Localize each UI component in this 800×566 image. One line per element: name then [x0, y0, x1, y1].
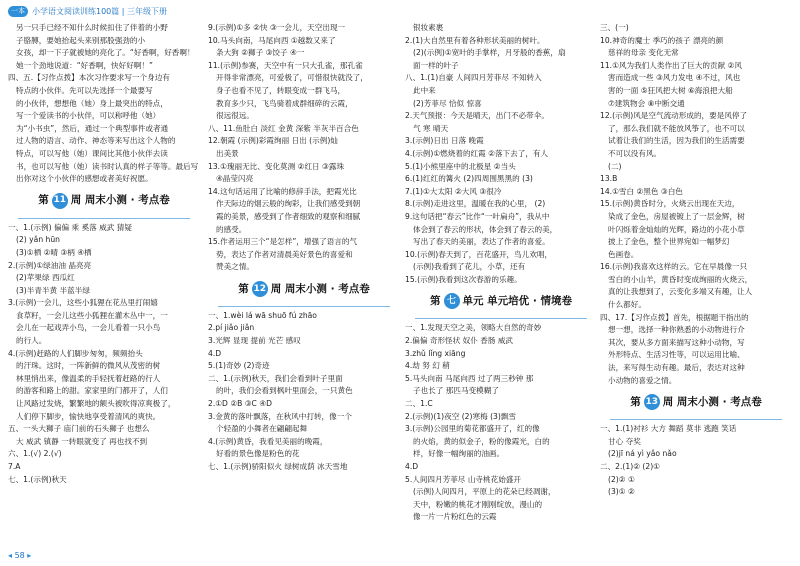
answer-line: 一、1.wèi lá wā shuō fú zhāo — [208, 310, 317, 320]
section-title: 周 周末小测 · 考点卷 — [270, 282, 370, 295]
answer-line: 3.(示例)一会儿，这些小狐狸在花丛里打闹嬉 — [8, 298, 158, 308]
answer-line: (2)芳菲尽 恰似 惊喜 — [413, 98, 482, 108]
answer-line: 的叶，我们会看到枫叶里面会，一只黄色 — [216, 386, 353, 396]
section-prefix: 第 — [238, 282, 249, 295]
answer-line: 15.作者运用三个“是怎样”，增强了语言的气 — [208, 237, 358, 247]
answer-line: 15.(示例)我看到这次春游的乐趣。 — [405, 274, 522, 284]
answer-line: 4.(示例)①燃烧着的红霞 ②落下去了，有人 — [405, 148, 549, 158]
answer-line: 像一片一片粉红色的云霞 — [413, 512, 497, 522]
prev-arrow-icon: ◂ — [8, 551, 13, 560]
answer-line: (2)苹果绿 西瓜红 — [16, 273, 75, 283]
answer-line: 会儿在一起戏弄小鸟，一会儿看着一只小鸟 — [16, 323, 161, 333]
answer-line: 14.①雪白 ②黑色 ③白色 — [600, 186, 683, 196]
answer-line: 雪白的小山羊，黄昏时变成绚丽的火烧云， — [608, 274, 753, 284]
answer-line: 慈祥的母亲 变化无常 — [608, 48, 679, 58]
answer-line: 5.人间四月芳菲尽 山寺桃花始盛开 — [405, 474, 521, 484]
answer-line: 教育多少只，飞鸟骑着成群细碎的云霞， — [216, 98, 353, 108]
answer-line: 身子也看不见了，转眼变成一群飞马， — [216, 85, 346, 95]
section-prefix: 第 — [430, 295, 441, 308]
answer-line: 子也长了 那匹马变模糊了 — [413, 386, 499, 396]
answer-line: 叶闪烁着金灿灿的光辉，路边的小花小草 — [608, 224, 745, 234]
answer-line: (3)①栖 ②晴 ③柄 ④栖 — [16, 247, 92, 257]
answer-line: 4.D — [208, 348, 222, 358]
answer-line: 七、1.(示例)秋天 — [8, 474, 67, 484]
section-title: 周 周末小测 · 考点卷 — [70, 194, 170, 207]
answer-line: 样，好像一幅绚丽的油画。 — [413, 449, 505, 459]
answer-line: 赞美之情。 — [216, 262, 254, 272]
answer-line: 9.这句话把“春云”比作“一叶扁舟”，我从中 — [405, 211, 550, 221]
section-prefix: 第 — [630, 395, 641, 408]
answer-line: 为“小书虫”，然后，通过一个典型事件或者通 — [16, 123, 169, 133]
section-divider — [415, 318, 587, 319]
answer-line: 外形特点、生活习性等，可以运用比喻、 — [608, 350, 745, 360]
answer-line: 2.偏偏 奇形怪状 奴仆 香肠 威武 — [405, 336, 514, 346]
answer-line: 女孩，却一下子就被她的亮化了。“好香啊，好香啊！ — [16, 48, 195, 58]
answer-line: 七、1.(示例)骄阳似火 绿树成荫 冰天雪地 — [208, 462, 348, 471]
answer-line: 2.①D ②B ③C ④D — [208, 399, 272, 409]
page-number — [8, 551, 31, 560]
answer-line: 2.(1)大自然里有着各种形状美丽的树叶。 — [405, 35, 545, 45]
section-heading — [600, 389, 792, 415]
answer-line: 的感受。 — [216, 224, 247, 234]
answer-line: 13.B — [600, 174, 618, 184]
answer-column-1 — [8, 22, 200, 548]
answer-line: 15.(示例)黄昏时分，火烧云出现在天边， — [600, 199, 740, 209]
answer-line: 食草籽，一会儿这些小狐狸在灌木丛中一，一 — [16, 310, 168, 320]
answer-line: 条大狗 ②狮子 ③饺子 ④一 — [216, 48, 305, 58]
answer-line: 三、(一) — [600, 23, 629, 32]
page-header — [8, 6, 792, 20]
answer-line: 一、1.发现天空之美，领略大自然的奇妙 — [405, 323, 542, 333]
answer-line: 2.pí jiǎo jiǎn — [208, 323, 255, 333]
answer-line: 面一样的叶子 — [413, 60, 459, 70]
answer-line: 写一个爱读书的小伙伴，可以称呼他（她） — [16, 111, 161, 121]
answer-line: (示例)我看到了花儿，小草，还有 — [413, 262, 526, 272]
answer-line: 不可以没有风。 — [608, 148, 662, 158]
answer-line: 什么都好。 — [608, 300, 646, 310]
answer-line: (2)jī ná yì yǎo nǎo — [608, 449, 677, 459]
answer-line: 3.zhǔ lǐng xiāng — [405, 348, 466, 358]
answer-line: 的游客和路上的甜。家家里的门都开了，人们 — [16, 386, 168, 396]
answer-line: 4.(示例)赶路的人们脚步匆匆，频频抬头 — [8, 348, 143, 358]
answer-line: 二、1.(示例)秋天，我们会看到叶子里面 — [208, 373, 343, 383]
answer-line: 四、五.【习作点拨】本次习作要求写一个身边有 — [8, 73, 170, 83]
answer-line: (二) — [608, 161, 622, 171]
section-heading — [8, 188, 200, 214]
next-arrow-icon: ▸ — [27, 551, 32, 560]
answer-line: 写出了春天的美丽，表达了作者的喜爱。 — [413, 237, 550, 247]
answer-line: 13.①瑰丽无比、变化莫测 ②红日 ③露珠 — [208, 161, 345, 171]
answer-line: ⑦建筑物会 ⑧中断交通 — [608, 98, 685, 108]
answer-line: 14.这句话运用了比喻的修辞手法，把霞光比 — [208, 186, 357, 196]
answer-column-3 — [405, 22, 597, 548]
section-divider — [18, 218, 190, 219]
answer-line: (示例)人间四月，平原上的花朵已经凋谢， — [413, 487, 556, 497]
answer-line: 色画卷。 — [608, 249, 639, 259]
answer-line: 二、2.(1)② (2)① — [600, 462, 660, 471]
answer-line: 10.马头向南，马尾向西 ①越数又来了 — [208, 35, 336, 45]
answer-line: 书，也可以写他（她）读书时认真的样子等等。最后写 — [16, 161, 199, 171]
answer-line: (3)① ② — [608, 487, 635, 497]
answer-line: 此中来 — [413, 85, 436, 95]
answer-line: 个轻盈的小舞者在翩翩起舞 — [216, 424, 308, 434]
answer-line: 5.(1)奇妙 (2)奇迹 — [208, 361, 270, 371]
section-heading — [405, 288, 597, 314]
answer-line: 2.(示例)①绿油油 晶亮亮 — [8, 260, 92, 270]
answer-line: 天中，粉嫩的桃花才刚刚绽放，漫山的 — [413, 499, 543, 509]
answer-line: 3.光辉 显现 提前 光芒 感叹 — [208, 336, 301, 346]
answer-line: 9.(示例)①多 ②快 ③一会儿，天空出现一 — [208, 23, 346, 32]
section-prefix: 第 — [38, 194, 49, 207]
answer-line: 染成了金色，房屋被镀上了一层金辉，树 — [608, 211, 745, 221]
answer-line: 好看的景色像是粉色的花 — [216, 449, 300, 459]
answer-line: 开得非常漂亮，可爱极了，可惜很快就没了， — [216, 73, 368, 83]
answer-line: 子胳膊，要她抬起头来别那股强劲的小 — [16, 35, 146, 45]
answer-line: 的行人。 — [16, 336, 47, 346]
answer-line: 8.(示例)走进这里，温暖在我的心里， (2) — [405, 199, 546, 209]
answer-line: 八、11.鱼肚白 淡红 金黄 深紫 半灰半百合色 — [208, 123, 359, 133]
page-number-text: 58 — [14, 551, 25, 560]
answer-line: 7.A — [8, 462, 21, 471]
week-number-badge: 11 — [52, 193, 68, 209]
section-divider — [610, 419, 782, 420]
answer-line: 的汗珠。这时，一阵新鲜的微风从茂密的树 — [16, 361, 161, 371]
answer-line: 11.(示例)参赛，天空中有一只大孔雀，那孔雀 — [208, 60, 363, 70]
answer-line: 作天际边的烟云般的绚彩，让我们感受到朝 — [216, 199, 361, 209]
week-number-badge: 七 — [444, 293, 460, 309]
answer-line: 气 寒 晴天 — [413, 123, 449, 133]
section-title: 周 周末小测 · 考点卷 — [662, 395, 762, 408]
answer-line: 另一只手已经不知什么时候扣住了伴着的小野 — [16, 23, 168, 32]
answer-line: 4.劫 努 幻 稍 — [405, 361, 450, 371]
answer-line: (3)半青半黄 半蓝半绿 — [16, 285, 90, 295]
week-number-badge: 13 — [644, 394, 660, 410]
answer-line: 很远很远。 — [216, 111, 254, 121]
answer-line: 害的一面 ⑤狂风把大树 ⑥海浪把大船 — [608, 85, 733, 95]
answer-line: 银妆素裹 — [413, 23, 444, 32]
answer-line: 10.(示例)春天到了，百花盛开，鸟儿欢唱， — [405, 249, 553, 259]
answer-line: 5.(1)小熊里座中的北极星 ②当头 — [405, 161, 516, 171]
answer-line: 五、一头大狮子 庙门前的石头狮子 也想么 — [8, 424, 150, 434]
answer-line: 想一想，选择一种你熟悉的小动物进行介 — [608, 325, 745, 335]
answer-line: 16.(示例)我喜欢这样的云。它在早晨像一只 — [600, 262, 748, 272]
answer-line: 体会到了春云的形状，体会到了春云的美， — [413, 224, 558, 234]
answer-line: ④晶莹闪亮 — [216, 174, 254, 184]
answer-line: 势，表达了作者对清晨美好景色的喜爱和 — [216, 249, 353, 259]
answer-line: 11.①风为我们人类作出了巨大的贡献 ②风 — [600, 60, 743, 70]
answer-line: 试着让我们的生活，因为我们的生活需要 — [608, 136, 745, 146]
answer-line: 真的让我想到了，云变化多端又有趣，让人 — [608, 287, 753, 297]
answer-line: 其次，要从多方面来描写这种小动物，写 — [608, 337, 745, 347]
answer-line: 3.金黄的落叶飘落，在秋风中打转，像一个 — [208, 411, 352, 421]
week-number-badge: 12 — [252, 281, 268, 297]
answer-line: (2)② ① — [608, 474, 635, 484]
answer-line: 甘心 夺奖 — [608, 436, 641, 446]
header-title: 小学语文阅读训练100篇 | 三年级下册 — [32, 7, 168, 16]
answer-line: 让风路过发烧，繁繁地的额头被吹得凉爽极了， — [16, 399, 176, 409]
answer-line: 4.(示例)黄昏，我看见美丽的晚霞， — [208, 436, 328, 446]
answer-line: 3.(示例)日出 日落 晚霞 — [405, 136, 484, 146]
answer-line: 12.(示例)风是空气流动形成的，要是风停了 — [600, 111, 748, 121]
answer-line: 特点的小伙伴。先可以先选择一个最要写 — [16, 85, 153, 95]
answer-line: 了，那么我们就不能放风筝了，也不可以 — [608, 123, 745, 133]
answer-line: 她一个劲地说道：“好香啊，快好好啊！” — [16, 60, 153, 70]
answer-line: 八、1.(1)自豪 人间四月芳菲尽 不知转入 — [405, 73, 542, 83]
answer-line: 出你对这个小伙伴的感想或者美好祝愿。 — [16, 174, 153, 184]
answer-line: 一、1.(1)衬衫 大方 舞蹈 莫非 逃跑 笑话 — [600, 424, 737, 434]
answer-line: 二、1.C — [405, 399, 433, 409]
answer-line: 特点，可以写他（她）课间比其他小伙伴去读 — [16, 148, 168, 158]
answer-line: 7.(1)①大太阳 ②大风 ③很冷 — [405, 186, 502, 196]
section-title: 单元 单元培优 · 情境卷 — [462, 295, 572, 308]
answer-line: 的小伙伴，想想他（她）身上最突出的特点， — [16, 98, 168, 108]
answer-line: 林里悄出来，像温柔的手轻抚着赶路的行人 — [16, 373, 161, 383]
answer-line: (2) yǎn hūn — [16, 235, 60, 245]
answer-line: 出美景 — [216, 148, 239, 158]
answer-line: 2.天气预报：今天是晴天，出门不必带伞。 — [405, 111, 549, 121]
answer-line: 害而造成一些 ③风力发电 ④不过，风也 — [608, 73, 741, 83]
section-heading — [208, 276, 400, 302]
answer-line: 一、1.(示例) 偏偏 乘 奚落 威武 猜疑 — [8, 222, 132, 232]
answer-column-4 — [600, 22, 792, 548]
answer-line: 4.D — [405, 462, 419, 471]
answer-line: 3.(示例)公园里的菊花都盛开了，红的像 — [405, 424, 540, 434]
answer-line: (2)(示例)①宽叶的手掌样，月牙般的香蕉，扇 — [413, 48, 566, 58]
answer-line: 霞的美景，感受到了作者细致的观察和细腻 — [216, 211, 361, 221]
section-divider — [218, 306, 390, 307]
answer-line: 12.朝霞 (示例)彩霞绚丽 日出 (示例)灿 — [208, 136, 338, 146]
answer-line: 大 威武 镇静 一转眼就变了 再也找不到 — [16, 436, 148, 446]
answer-line: 过人物的语言、动作、神态等来写出这个人物的 — [16, 136, 176, 146]
answer-line: 法，来写得生动有趣。最后，表达对这种 — [608, 363, 745, 373]
answer-line: 的火焰，黄的似金子，粉的像霞光，白的 — [413, 436, 550, 446]
answer-line: 10.神奇的魔士 季巧的孩子 漂亮的颜 — [600, 35, 724, 45]
answer-line: 六、1.(√) 2.(√) — [8, 449, 62, 459]
answer-line: 四、17.【习作点拨】首先，根据题干指出的 — [600, 312, 749, 322]
answer-line: 5.马头向南 马尾向西 过了两三秒钟 那 — [405, 373, 534, 383]
answer-line: 小动物的喜爱之情。 — [608, 375, 677, 385]
answer-column-2 — [208, 22, 400, 548]
answer-line: 2.(示例)(1)夜空 (2)寒梅 (3)飘雪 — [405, 411, 517, 421]
answer-line: 6.(1)红红的篝火 (2)四周围黑黑的 (3) — [405, 174, 533, 184]
answer-line: 人们停下脚步，愉快地享受着清风的爽快。 — [16, 411, 161, 421]
answer-line: 披上了金色，整个世界宛如一幅梦幻 — [608, 237, 730, 247]
book-logo: 一本 — [8, 6, 28, 17]
